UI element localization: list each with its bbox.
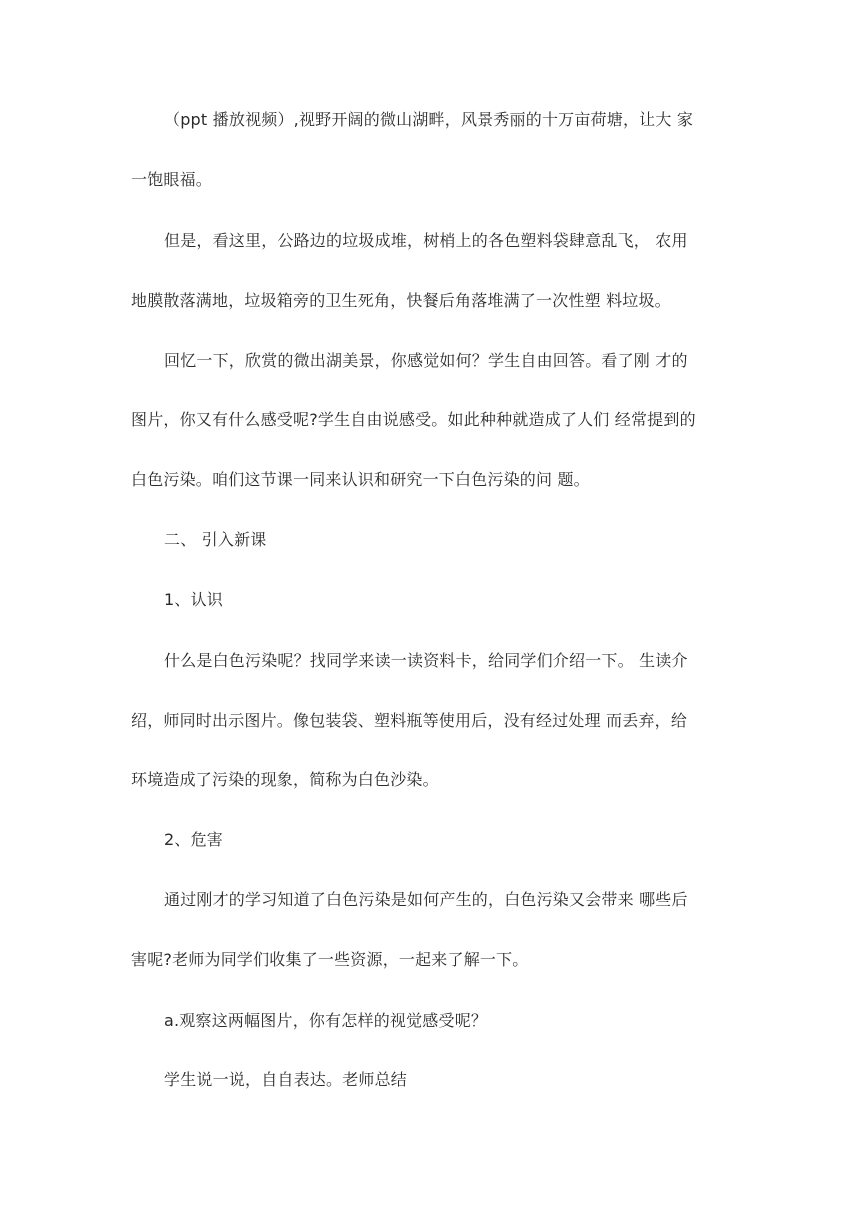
paragraph-line: a.观察这两幅图片，你有怎样的视觉感受呢？ (164, 1011, 488, 1030)
subsection-heading: 2、危害 (164, 830, 223, 849)
section-heading: 二、 引入新课 (164, 530, 267, 549)
paragraph-line: 一饱眼福。 (131, 170, 213, 189)
paragraph-line: 回忆一下，欣赏的微出湖美景，你感觉如何？学生自由回答。看了刚 才的 (164, 351, 688, 370)
paragraph-line: 绍，师同时出示图片。像包装袋、塑料瓶等使用后，没有经过处理 而丢弃，给 (131, 711, 688, 730)
paragraph-line: 但是，看这里，公路边的垃圾成堆，树梢上的各色塑料袋肆意乱飞， 农用 (164, 231, 688, 250)
paragraph-line: 通过刚才的学习知道了白色污染是如何产生的，白色污染又会带来 哪些后 (164, 890, 688, 909)
paragraph-line: 环境造成了污染的现象，简称为白色沙染。 (131, 770, 439, 789)
paragraph-line: 地膜散落满地，垃圾箱旁的卫生死角，快餐后角落堆满了一次性塑 料垃圾。 (131, 291, 671, 310)
subsection-heading: 1、认识 (164, 590, 223, 609)
paragraph-line: 白色污染。咱们这节课一同来认识和研究一下白色污染的问 题。 (131, 470, 590, 489)
paragraph-line: 学生说一说，自自表达。老师总结 (164, 1070, 408, 1089)
paragraph-line: 图片，你又有什么感受呢?学生自由说感受。如此种种就造成了人们 经常提到的 (131, 410, 696, 429)
paragraph-line: 害呢?老师为同学们收集了一些资源，一起来了解一下。 (131, 950, 529, 969)
paragraph-line: 什么是白色污染呢？找同学来读一读资料卡，给同学们介绍一下。 生读介 (164, 651, 688, 670)
paragraph-line: （ppt 播放视频）,视野开阔的微山湖畔，风景秀丽的十万亩荷塘，让大 家 (164, 110, 694, 129)
